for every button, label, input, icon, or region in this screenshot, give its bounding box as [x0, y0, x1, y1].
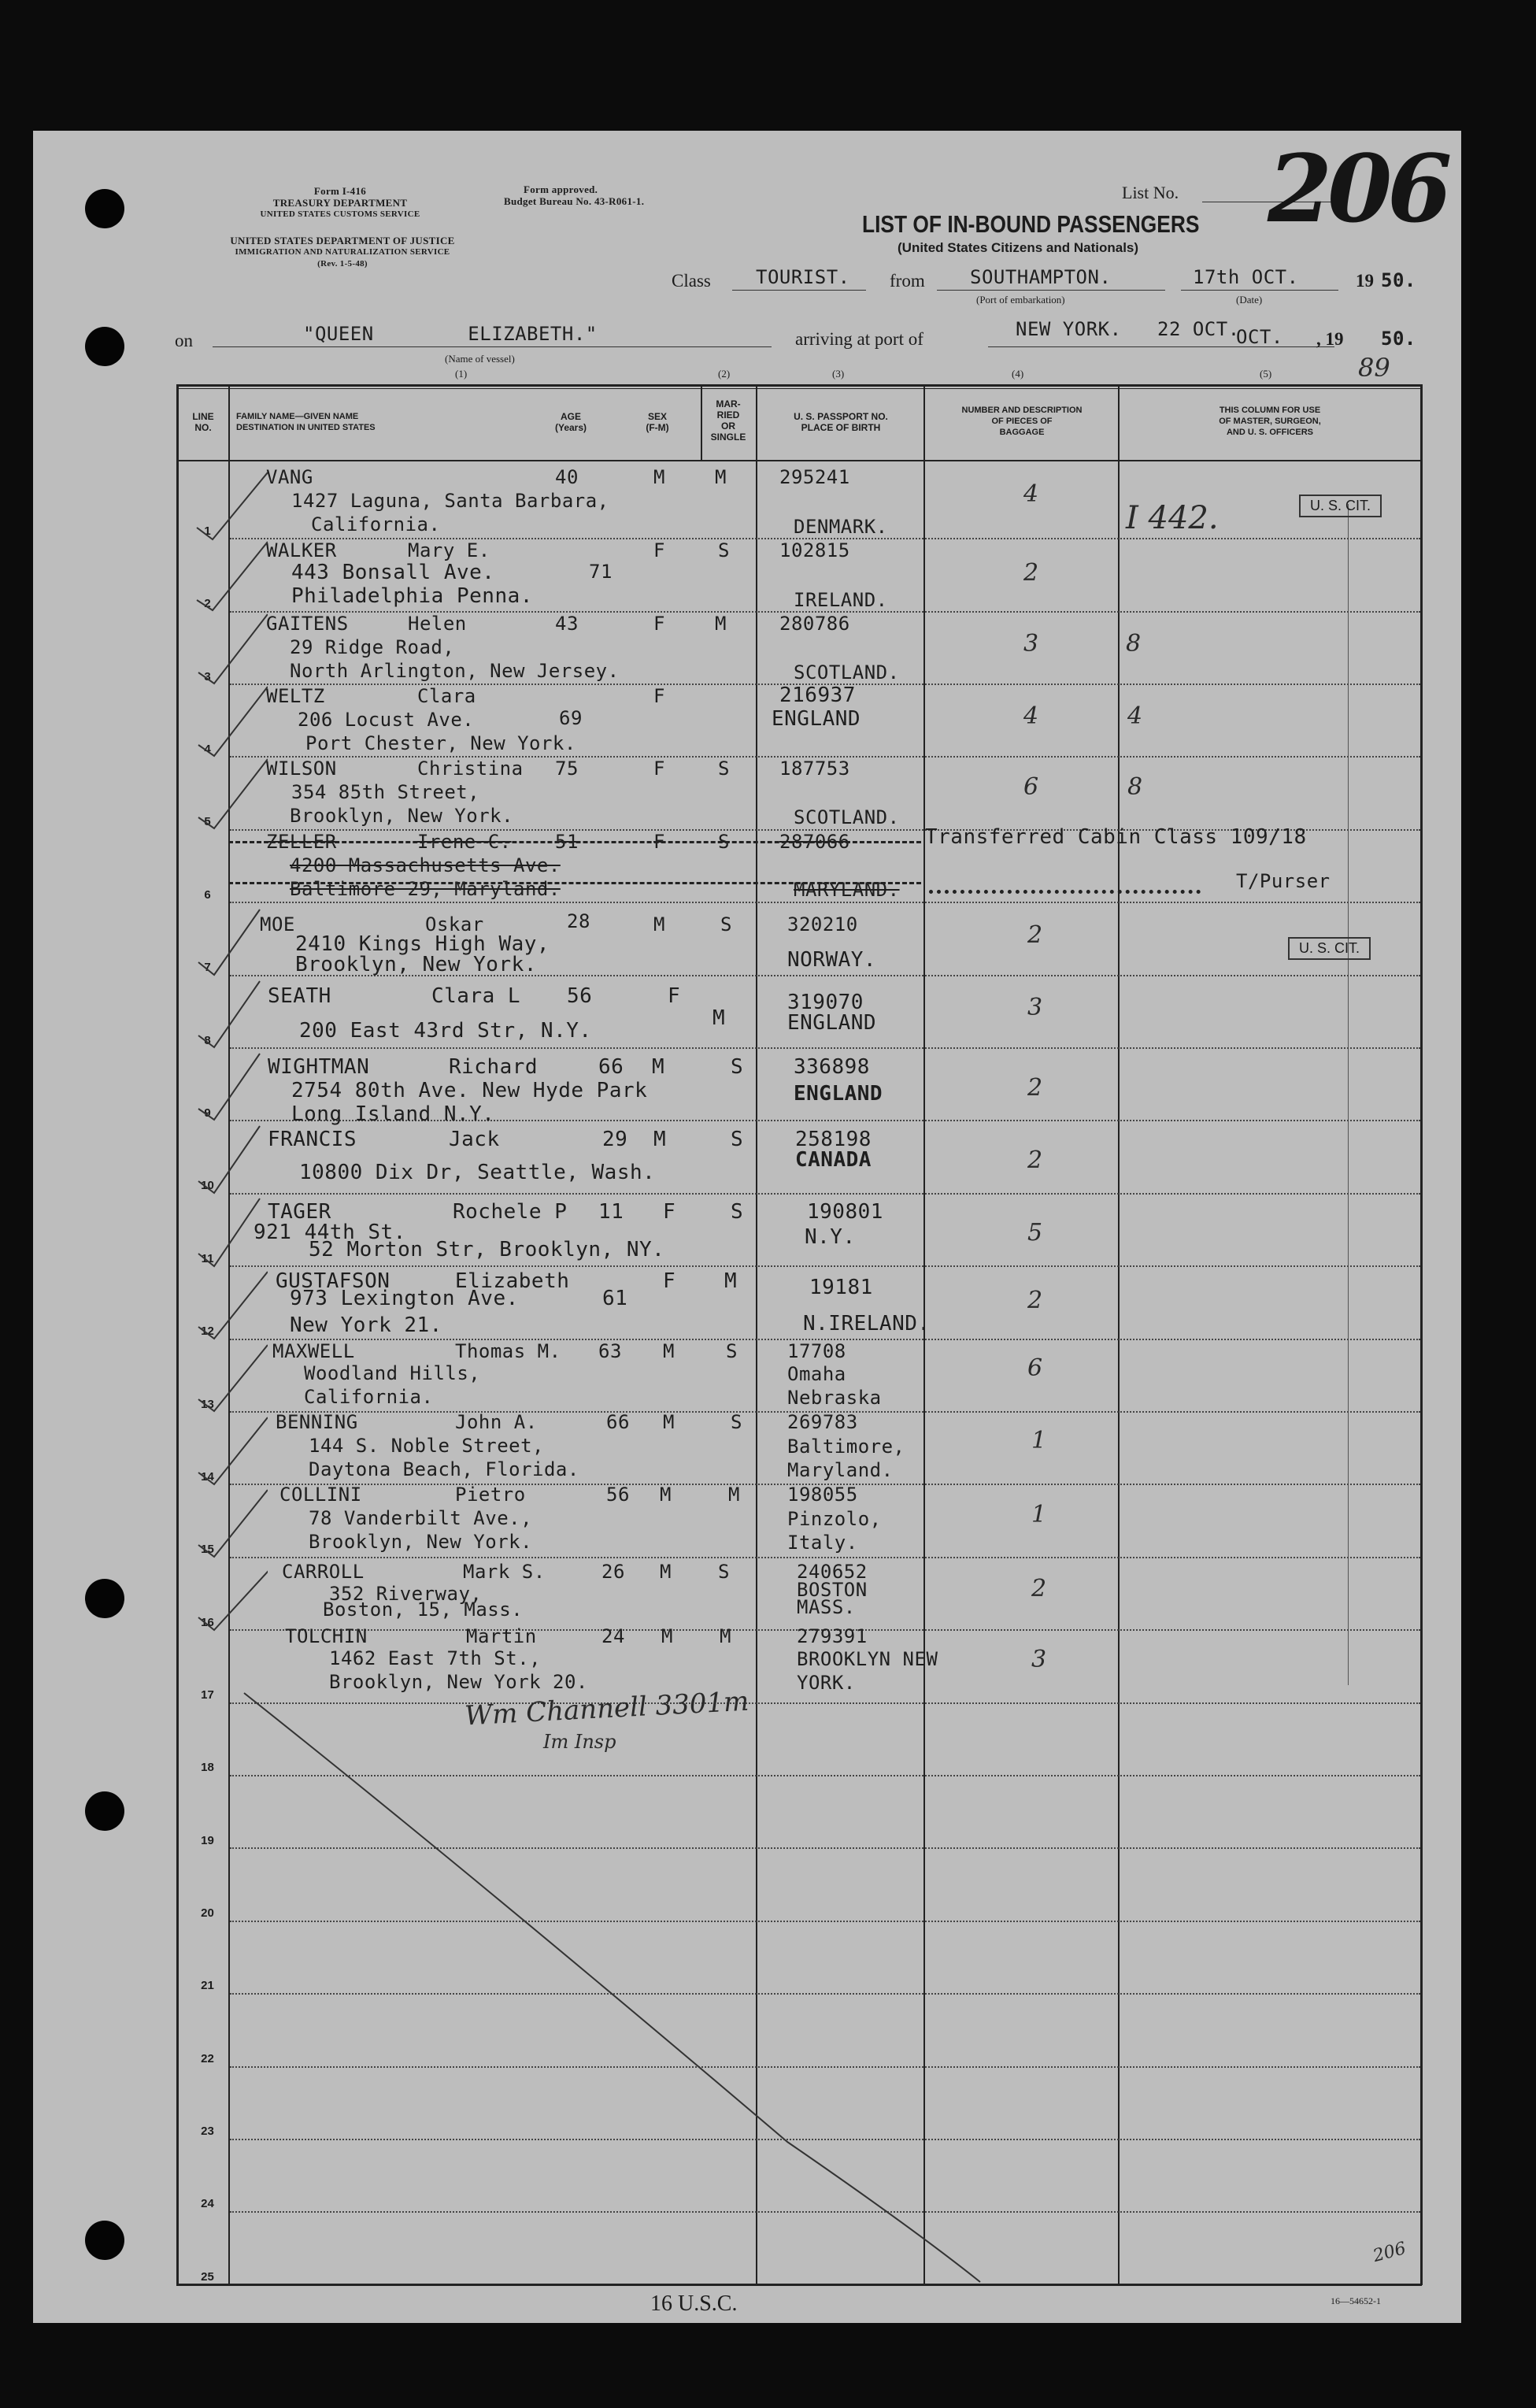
line-number: 19	[201, 1834, 214, 1847]
line-number: 15	[201, 1543, 214, 1556]
marital-status: S	[731, 1411, 742, 1433]
footer-code: 16 U.S.C.	[650, 2291, 738, 2316]
sex: F	[653, 831, 665, 853]
marital-status: S	[726, 1340, 738, 1362]
col-header-officers: THIS COLUMN FOR USE OF MASTER, SURGEON, AND U. S. OFFICERS	[1219, 406, 1321, 437]
address-line: Long Island N.Y.	[291, 1102, 495, 1126]
line-number: 21	[201, 1979, 214, 1992]
marital-status: M	[712, 1006, 726, 1030]
marital-status: S	[731, 1055, 744, 1079]
form-subtitle: (United States Citizens and Nationals)	[898, 240, 1139, 255]
us-citizen-stamp: U. S. CIT.	[1299, 495, 1382, 517]
punch-hole	[85, 2221, 124, 2260]
class-value: TOURIST.	[756, 266, 850, 288]
given-name: Richard	[449, 1055, 539, 1079]
given-name: Helen	[408, 613, 467, 635]
sex: M	[653, 466, 665, 488]
sex: F	[653, 758, 665, 780]
address-line: 78 Vanderbilt Ave.,	[309, 1507, 533, 1529]
passport-number: 336898	[794, 1055, 870, 1079]
year-prefix: 19	[1356, 271, 1374, 291]
address-line: California.	[304, 1386, 434, 1408]
address-line: Brooklyn, New York.	[295, 953, 537, 976]
line-number: 1	[204, 524, 211, 538]
list-no-label: List No.	[1122, 183, 1179, 202]
family-name: WELTZ	[266, 685, 325, 707]
place-of-birth: N.IRELAND.	[803, 1312, 931, 1336]
passport-number: 17708	[787, 1340, 846, 1362]
officer-note: 4	[1127, 702, 1143, 730]
given-name: Oskar	[425, 913, 484, 935]
family-name: SEATH	[268, 984, 331, 1008]
line-number: 24	[201, 2197, 214, 2210]
date-caption: (Date)	[1236, 294, 1263, 306]
on-label: on	[175, 331, 193, 350]
age: 51	[555, 831, 579, 853]
given-name: Pietro	[455, 1484, 526, 1506]
line-number: 25	[201, 2270, 214, 2284]
passport-number: 280786	[779, 613, 850, 635]
passport-number: 216937	[779, 684, 856, 707]
place-of-birth: NORWAY.	[787, 948, 877, 972]
check-marks	[181, 465, 268, 1709]
place-of-birth: Omaha Nebraska	[787, 1363, 882, 1409]
officer-note: 8	[1127, 773, 1143, 801]
address-line: New York 21.	[290, 1313, 442, 1337]
corner-note: 206	[1371, 2238, 1408, 2267]
address-line: Brooklyn, New York.	[290, 805, 514, 827]
officer-signature: Wm Channell 3301m	[464, 1685, 750, 1732]
marital-status: S	[720, 913, 732, 935]
form-number: Form I-416	[313, 185, 367, 197]
place-of-birth: BOSTON MASS.	[797, 1579, 868, 1618]
place-of-birth: BROOKLYN NEW YORK.	[797, 1648, 938, 1694]
form-approved: Form approved.	[524, 183, 598, 195]
place-of-birth: SCOTLAND.	[794, 661, 900, 684]
line-number: 12	[201, 1324, 214, 1338]
address-line: 200 East 43rd Str, N.Y.	[299, 1019, 592, 1043]
given-name: Martin	[466, 1625, 537, 1647]
baggage-count: 1	[1031, 1501, 1047, 1528]
col-header-passport: U. S. PASSPORT NO. PLACE OF BIRTH	[794, 411, 888, 433]
passport-number: 319070	[787, 991, 864, 1014]
age: 26	[601, 1561, 625, 1583]
col-num-1: (1)	[455, 368, 468, 380]
departure-year: 50.	[1381, 269, 1416, 291]
passport-number: 19181	[809, 1276, 873, 1299]
marital-status: S	[718, 539, 730, 561]
passport-number: 258198	[795, 1128, 872, 1151]
sex: F	[663, 1269, 676, 1293]
col-header-sex: SEX (F-M)	[646, 411, 669, 433]
passport-number: 198055	[787, 1484, 858, 1506]
budget-bureau: Budget Bureau No. 43-R061-1.	[504, 195, 645, 207]
address-line: 2754 80th Ave. New Hyde Park	[291, 1079, 648, 1102]
line-number: 17	[201, 1688, 214, 1702]
age: 24	[601, 1625, 625, 1647]
family-name: FRANCIS	[268, 1128, 357, 1151]
passport-number: 187753	[779, 758, 850, 780]
age: 71	[589, 561, 613, 583]
col-num-4: (4)	[1012, 368, 1024, 380]
officer-note: I 442.	[1126, 500, 1219, 536]
arrival-date-typed: OCT.	[1236, 326, 1283, 348]
sex: M	[663, 1411, 675, 1433]
line-number: 14	[201, 1470, 214, 1484]
passport-number: 279391	[797, 1625, 868, 1647]
place-of-birth: ENGLAND	[794, 1082, 883, 1106]
sex: M	[653, 913, 665, 935]
line-number: 9	[204, 1106, 211, 1120]
baggage-count: 4	[1023, 702, 1039, 730]
passport-number: 240652	[797, 1561, 868, 1583]
family-name: GUSTAFSON	[276, 1269, 390, 1293]
sex: M	[660, 1484, 672, 1506]
passport-number: 320210	[787, 913, 858, 935]
arrival-date: 22 OCT.	[1157, 318, 1240, 340]
arrival-year: 50.	[1381, 328, 1416, 350]
age: 29	[602, 1128, 628, 1151]
baggage-count: 5	[1027, 1219, 1043, 1247]
line-number: 13	[201, 1398, 214, 1411]
sex: F	[653, 613, 665, 635]
line-number: 6	[204, 888, 211, 902]
passport-number: 295241	[779, 466, 850, 488]
line-number: 8	[204, 1034, 211, 1047]
marital-status: S	[731, 1128, 744, 1151]
form-title: LIST OF IN-BOUND PASSENGERS	[862, 210, 1200, 238]
family-name: CARROLL	[282, 1561, 365, 1583]
address-line: Brooklyn, New York.	[309, 1531, 533, 1553]
sex: F	[668, 984, 681, 1008]
punch-hole	[85, 1791, 124, 1831]
given-name: Thomas M.	[455, 1340, 561, 1362]
place-of-birth: SCOTLAND.	[794, 806, 900, 828]
address-line: Daytona Beach, Florida.	[309, 1458, 579, 1480]
passport-number: 269783	[787, 1411, 858, 1433]
line-number: 3	[204, 670, 211, 684]
baggage-count: 2	[1023, 559, 1039, 587]
age: 69	[559, 707, 583, 729]
passport-number: 190801	[807, 1200, 883, 1224]
baggage-count: 4	[1023, 480, 1039, 508]
col-header-line: LINE NO.	[192, 411, 214, 433]
punch-hole	[85, 189, 124, 228]
page-number: 89	[1358, 353, 1390, 383]
age: 66	[598, 1055, 624, 1079]
sex: M	[661, 1625, 673, 1647]
address-line: 206 Locust Ave.	[298, 709, 475, 731]
departure-date: 17th OCT.	[1193, 266, 1299, 288]
col-num-3: (3)	[832, 368, 845, 380]
line-number: 4	[204, 743, 211, 756]
given-name: John A.	[455, 1411, 538, 1433]
address-line: California.	[311, 513, 441, 535]
family-name: ZELLER	[266, 831, 337, 853]
sex: M	[660, 1561, 672, 1583]
list-number: 206	[1268, 134, 1448, 243]
baggage-count: 3	[1023, 630, 1039, 658]
given-name: Irene C.	[417, 831, 512, 853]
col-header-name: FAMILY NAME—GIVEN NAME DESTINATION IN UNITED STATES	[236, 412, 376, 432]
marital-status: S	[718, 1561, 730, 1583]
given-name: Clara L	[431, 984, 521, 1008]
family-name: MAXWELL	[272, 1340, 355, 1362]
passport-number: 287066	[779, 831, 850, 853]
sex: F	[663, 1200, 676, 1224]
baggage-count: 2	[1031, 1575, 1047, 1602]
baggage-count: 6	[1027, 1354, 1043, 1382]
line-number: 11	[201, 1252, 214, 1265]
place-of-birth: N.Y.	[805, 1225, 856, 1249]
place-of-birth: ENGLAND	[787, 1011, 877, 1035]
embarkation-port: SOUTHAMPTON.	[970, 266, 1112, 288]
place-of-birth: CANADA	[795, 1148, 872, 1172]
given-name: Mary E.	[408, 539, 490, 561]
address-line: Woodland Hills,	[304, 1362, 481, 1384]
place-of-birth: MARYLAND.	[794, 879, 900, 901]
family-name: WILSON	[266, 758, 337, 780]
marital-status: M	[724, 1269, 738, 1293]
given-name: Mark S.	[463, 1561, 546, 1583]
class-label: Class	[672, 271, 711, 291]
marital-status: M	[715, 466, 727, 488]
address-line: North Arlington, New Jersey.	[290, 660, 620, 682]
address-line: 354 85th Street,	[291, 781, 480, 803]
address-line: Boston, 15, Mass.	[323, 1599, 524, 1621]
col-num-5: (5)	[1260, 368, 1272, 380]
sex: F	[653, 539, 665, 561]
family-name: TAGER	[268, 1200, 331, 1224]
us-citizen-stamp: U. S. CIT.	[1288, 937, 1371, 960]
given-name: Rochele P	[453, 1200, 568, 1224]
baggage-count: 3	[1027, 994, 1043, 1021]
age: 43	[555, 613, 579, 635]
family-name: WIGHTMAN	[268, 1055, 370, 1079]
marital-status: M	[720, 1625, 731, 1647]
sex: M	[652, 1055, 665, 1079]
family-name: WALKER	[266, 539, 337, 561]
age: 66	[606, 1411, 630, 1433]
baggage-count: 2	[1027, 921, 1043, 949]
age: 56	[567, 984, 593, 1008]
treasury-dept: TREASURY DEPARTMENT	[272, 197, 408, 209]
sex: F	[653, 685, 665, 707]
address-line: Philadelphia Penna.	[291, 584, 533, 608]
marital-status: S	[718, 758, 730, 780]
family-name: GAITENS	[266, 613, 349, 635]
sex: M	[653, 1128, 667, 1151]
address-line: 443 Bonsall Ave.	[291, 561, 495, 584]
arrival-port: NEW YORK.	[1016, 318, 1122, 340]
age: 75	[555, 758, 579, 780]
punch-hole	[85, 1579, 124, 1618]
age: 11	[598, 1200, 624, 1224]
line-number: 18	[201, 1761, 214, 1774]
family-name: BENNING	[276, 1411, 358, 1433]
purser-note: T/Purser	[1236, 870, 1331, 892]
line-number: 5	[204, 815, 211, 828]
ins-service: IMMIGRATION AND NATURALIZATION SERVICE	[235, 247, 450, 257]
given-name: Clara	[417, 685, 476, 707]
baggage-count: 2	[1027, 1147, 1043, 1174]
arrival-year-prefix: , 19	[1316, 329, 1344, 349]
address-line: 144 S. Noble Street,	[309, 1435, 544, 1457]
address-line: 1427 Laguna, Santa Barbara,	[291, 490, 609, 512]
line-number: 7	[204, 961, 211, 974]
col-num-2: (2)	[718, 368, 731, 380]
vessel-caption: (Name of vessel)	[445, 353, 515, 365]
baggage-count: 2	[1027, 1287, 1043, 1314]
line-number: 23	[201, 2125, 214, 2138]
line-number: 10	[201, 1179, 214, 1192]
given-name: Jack	[449, 1128, 500, 1151]
marital-status: M	[728, 1484, 740, 1506]
col-header-baggage: NUMBER AND DESCRIPTION OF PIECES OF BAGGAGE	[961, 406, 1083, 437]
signature-title: Im Insp	[543, 1731, 616, 1753]
vessel-name: "QUEEN ELIZABETH."	[303, 323, 598, 345]
family-name: TOLCHIN	[285, 1625, 368, 1647]
given-name: Elizabeth	[455, 1269, 570, 1293]
line-number: 2	[204, 597, 211, 610]
age: 56	[606, 1484, 630, 1506]
address-line: 2410 Kings High Way,	[295, 932, 550, 956]
officer-note: 8	[1126, 630, 1142, 658]
marital-status: S	[718, 831, 730, 853]
baggage-count: 3	[1031, 1646, 1047, 1673]
address-line: Port Chester, New York.	[305, 732, 576, 754]
place-of-birth: DENMARK.	[794, 516, 888, 538]
address-line: 29 Ridge Road,	[290, 636, 455, 658]
place-of-birth: IRELAND.	[794, 589, 888, 611]
family-name: MOE	[260, 913, 295, 935]
address-line: Baltimore 29, Maryland.	[290, 878, 561, 900]
baggage-count: 6	[1023, 773, 1039, 801]
address-line: Brooklyn, New York 20.	[329, 1671, 588, 1693]
cancel-line	[236, 1685, 992, 2284]
passport-number: 102815	[779, 539, 850, 561]
punch-hole	[85, 327, 124, 366]
sex: M	[663, 1340, 675, 1362]
form-revision: (Rev. 1-5-48)	[317, 259, 368, 269]
from-label: from	[890, 271, 925, 291]
embark-caption: (Port of embarkation)	[976, 294, 1065, 306]
baggage-count: 1	[1031, 1427, 1047, 1454]
arriving-label: arriving at port of	[795, 329, 923, 349]
address-line: 973 Lexington Ave.	[290, 1287, 519, 1310]
family-name: VANG	[266, 466, 313, 488]
family-name: COLLINI	[279, 1484, 362, 1506]
given-name: Christina	[417, 758, 524, 780]
place-of-birth: Pinzolo, Italy.	[787, 1508, 882, 1554]
marital-status: M	[715, 613, 727, 635]
address-line: 10800 Dix Dr, Seattle, Wash.	[299, 1161, 656, 1184]
address-line: 4200 Massachusetts Ave.	[290, 854, 561, 876]
line-number: 16	[201, 1616, 214, 1629]
col-header-age: AGE (Years)	[554, 411, 587, 433]
age: 63	[598, 1340, 622, 1362]
address-line: 1462 East 7th St.,	[329, 1647, 542, 1669]
justice-dept: UNITED STATES DEPARTMENT OF JUSTICE	[230, 235, 455, 246]
line-number: 20	[201, 1906, 214, 1920]
age: 28	[567, 910, 590, 932]
line-number: 22	[201, 2052, 214, 2065]
marital-status: S	[731, 1200, 744, 1224]
customs-service: UNITED STATES CUSTOMS SERVICE	[260, 209, 420, 219]
address-line: 921 44th St.	[254, 1221, 406, 1244]
place-of-birth: ENGLAND	[772, 707, 861, 731]
age: 61	[602, 1287, 628, 1310]
place-of-birth: Baltimore, Maryland.	[787, 1436, 905, 1481]
age: 40	[555, 466, 579, 488]
baggage-count: 2	[1027, 1074, 1043, 1102]
address-line: 352 Riverway,	[329, 1583, 483, 1605]
col-header-married: MAR- RIED OR SINGLE	[710, 398, 746, 443]
print-code: 16—54652-1	[1331, 2295, 1381, 2306]
transfer-note: Transferred Cabin Class 109/18	[925, 825, 1307, 849]
address-line: 52 Morton Str, Brooklyn, NY.	[309, 1238, 665, 1261]
